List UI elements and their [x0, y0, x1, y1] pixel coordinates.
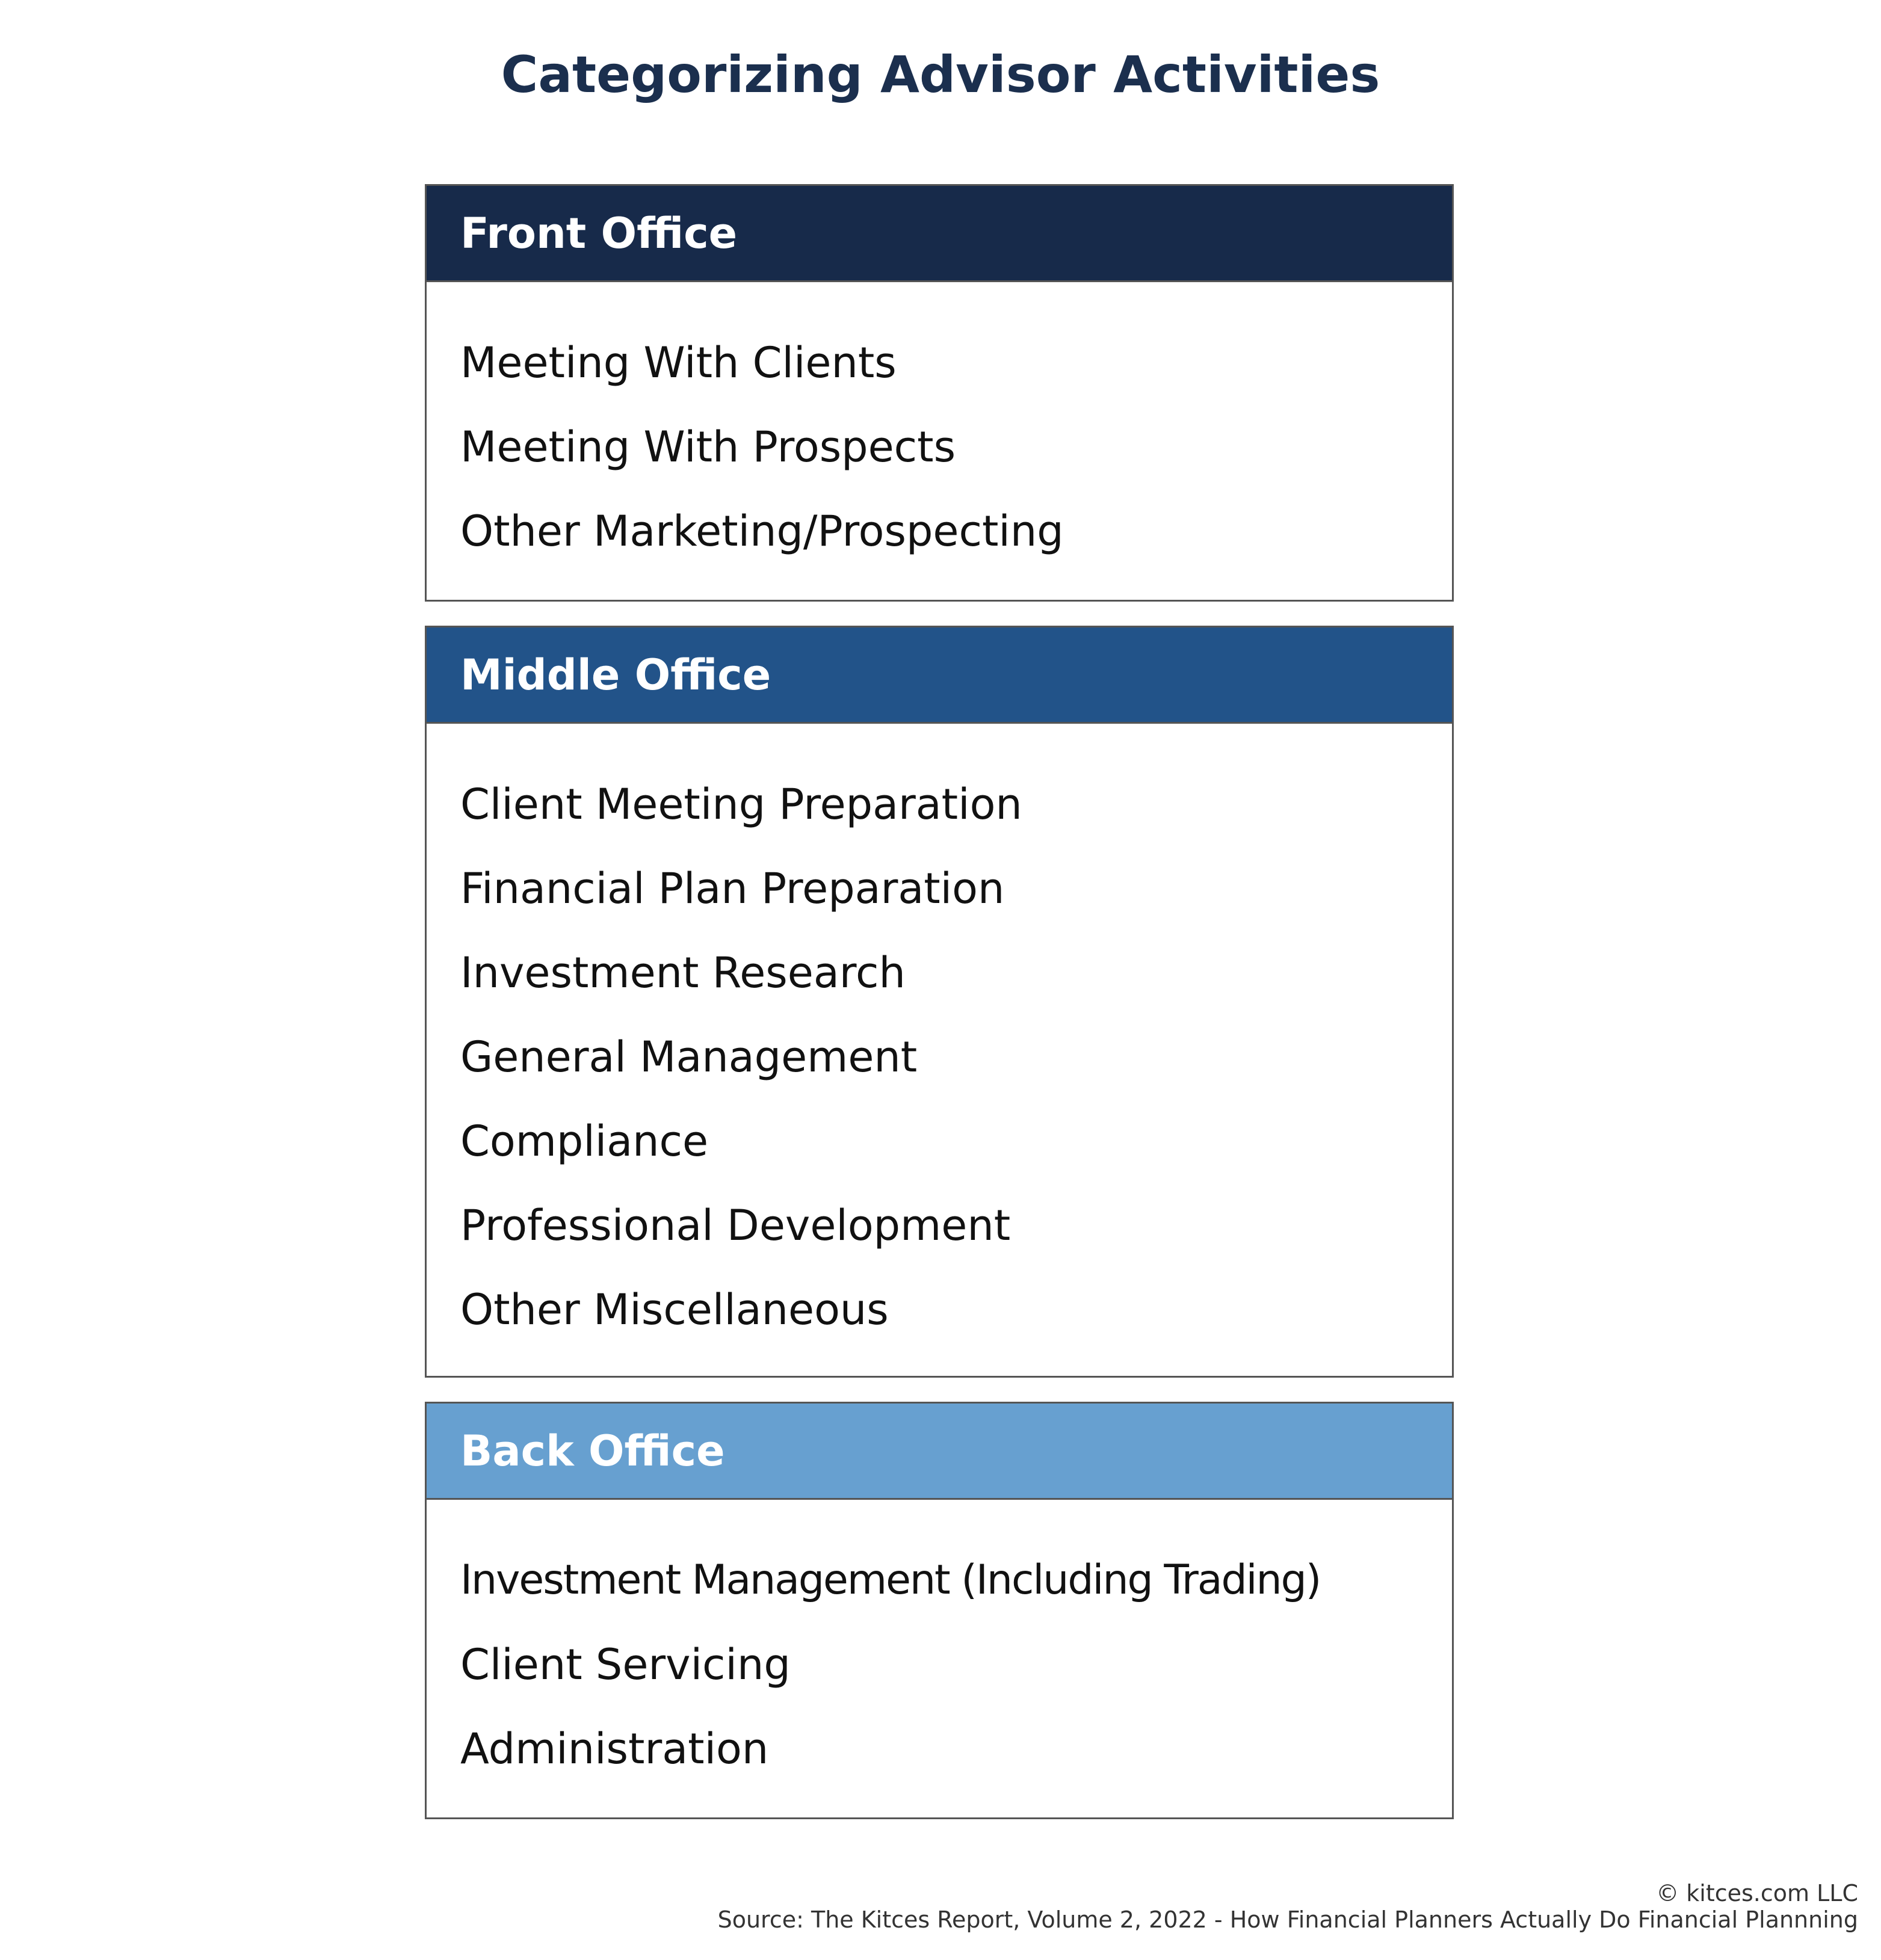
back-office-section	[425, 1402, 1454, 1819]
list-item: Administration	[460, 1724, 769, 1774]
front-office-items	[427, 282, 1452, 573]
middle-office-header: Middle Office	[427, 627, 1452, 724]
list-item: Other Miscellaneous	[460, 1285, 889, 1334]
front-office-header: Front Office	[427, 186, 1452, 282]
list-item: Professional Development	[460, 1201, 1011, 1250]
list-item: Meeting With Prospects	[460, 422, 956, 472]
list-item: Other Marketing/Prospecting	[460, 507, 1064, 556]
list-item: Investment Research	[460, 948, 906, 997]
list-item: Compliance	[460, 1117, 709, 1166]
middle-office-section	[425, 626, 1454, 1378]
list-item: Investment Management (Including Trading)	[460, 1556, 1321, 1604]
back-office-items	[427, 1500, 1452, 1791]
list-item: Client Servicing	[460, 1640, 791, 1689]
list-item: Financial Plan Preparation	[460, 864, 1005, 913]
copyright-notice: © kitces.com LLC	[1656, 1880, 1858, 1906]
list-item: Client Meeting Preparation	[460, 780, 1022, 829]
middle-office-items	[427, 724, 1452, 1352]
list-item: Meeting With Clients	[460, 338, 897, 387]
back-office-header: Back Office	[427, 1404, 1452, 1500]
diagram-title: Categorizing Advisor Activities	[501, 45, 1380, 104]
front-office-section	[425, 184, 1454, 602]
source-citation: Source: The Kitces Report, Volume 2, 2022 - How Financial Planners Actually Do Financial Plannning	[717, 1906, 1858, 1933]
list-item: General Management	[460, 1032, 918, 1082]
